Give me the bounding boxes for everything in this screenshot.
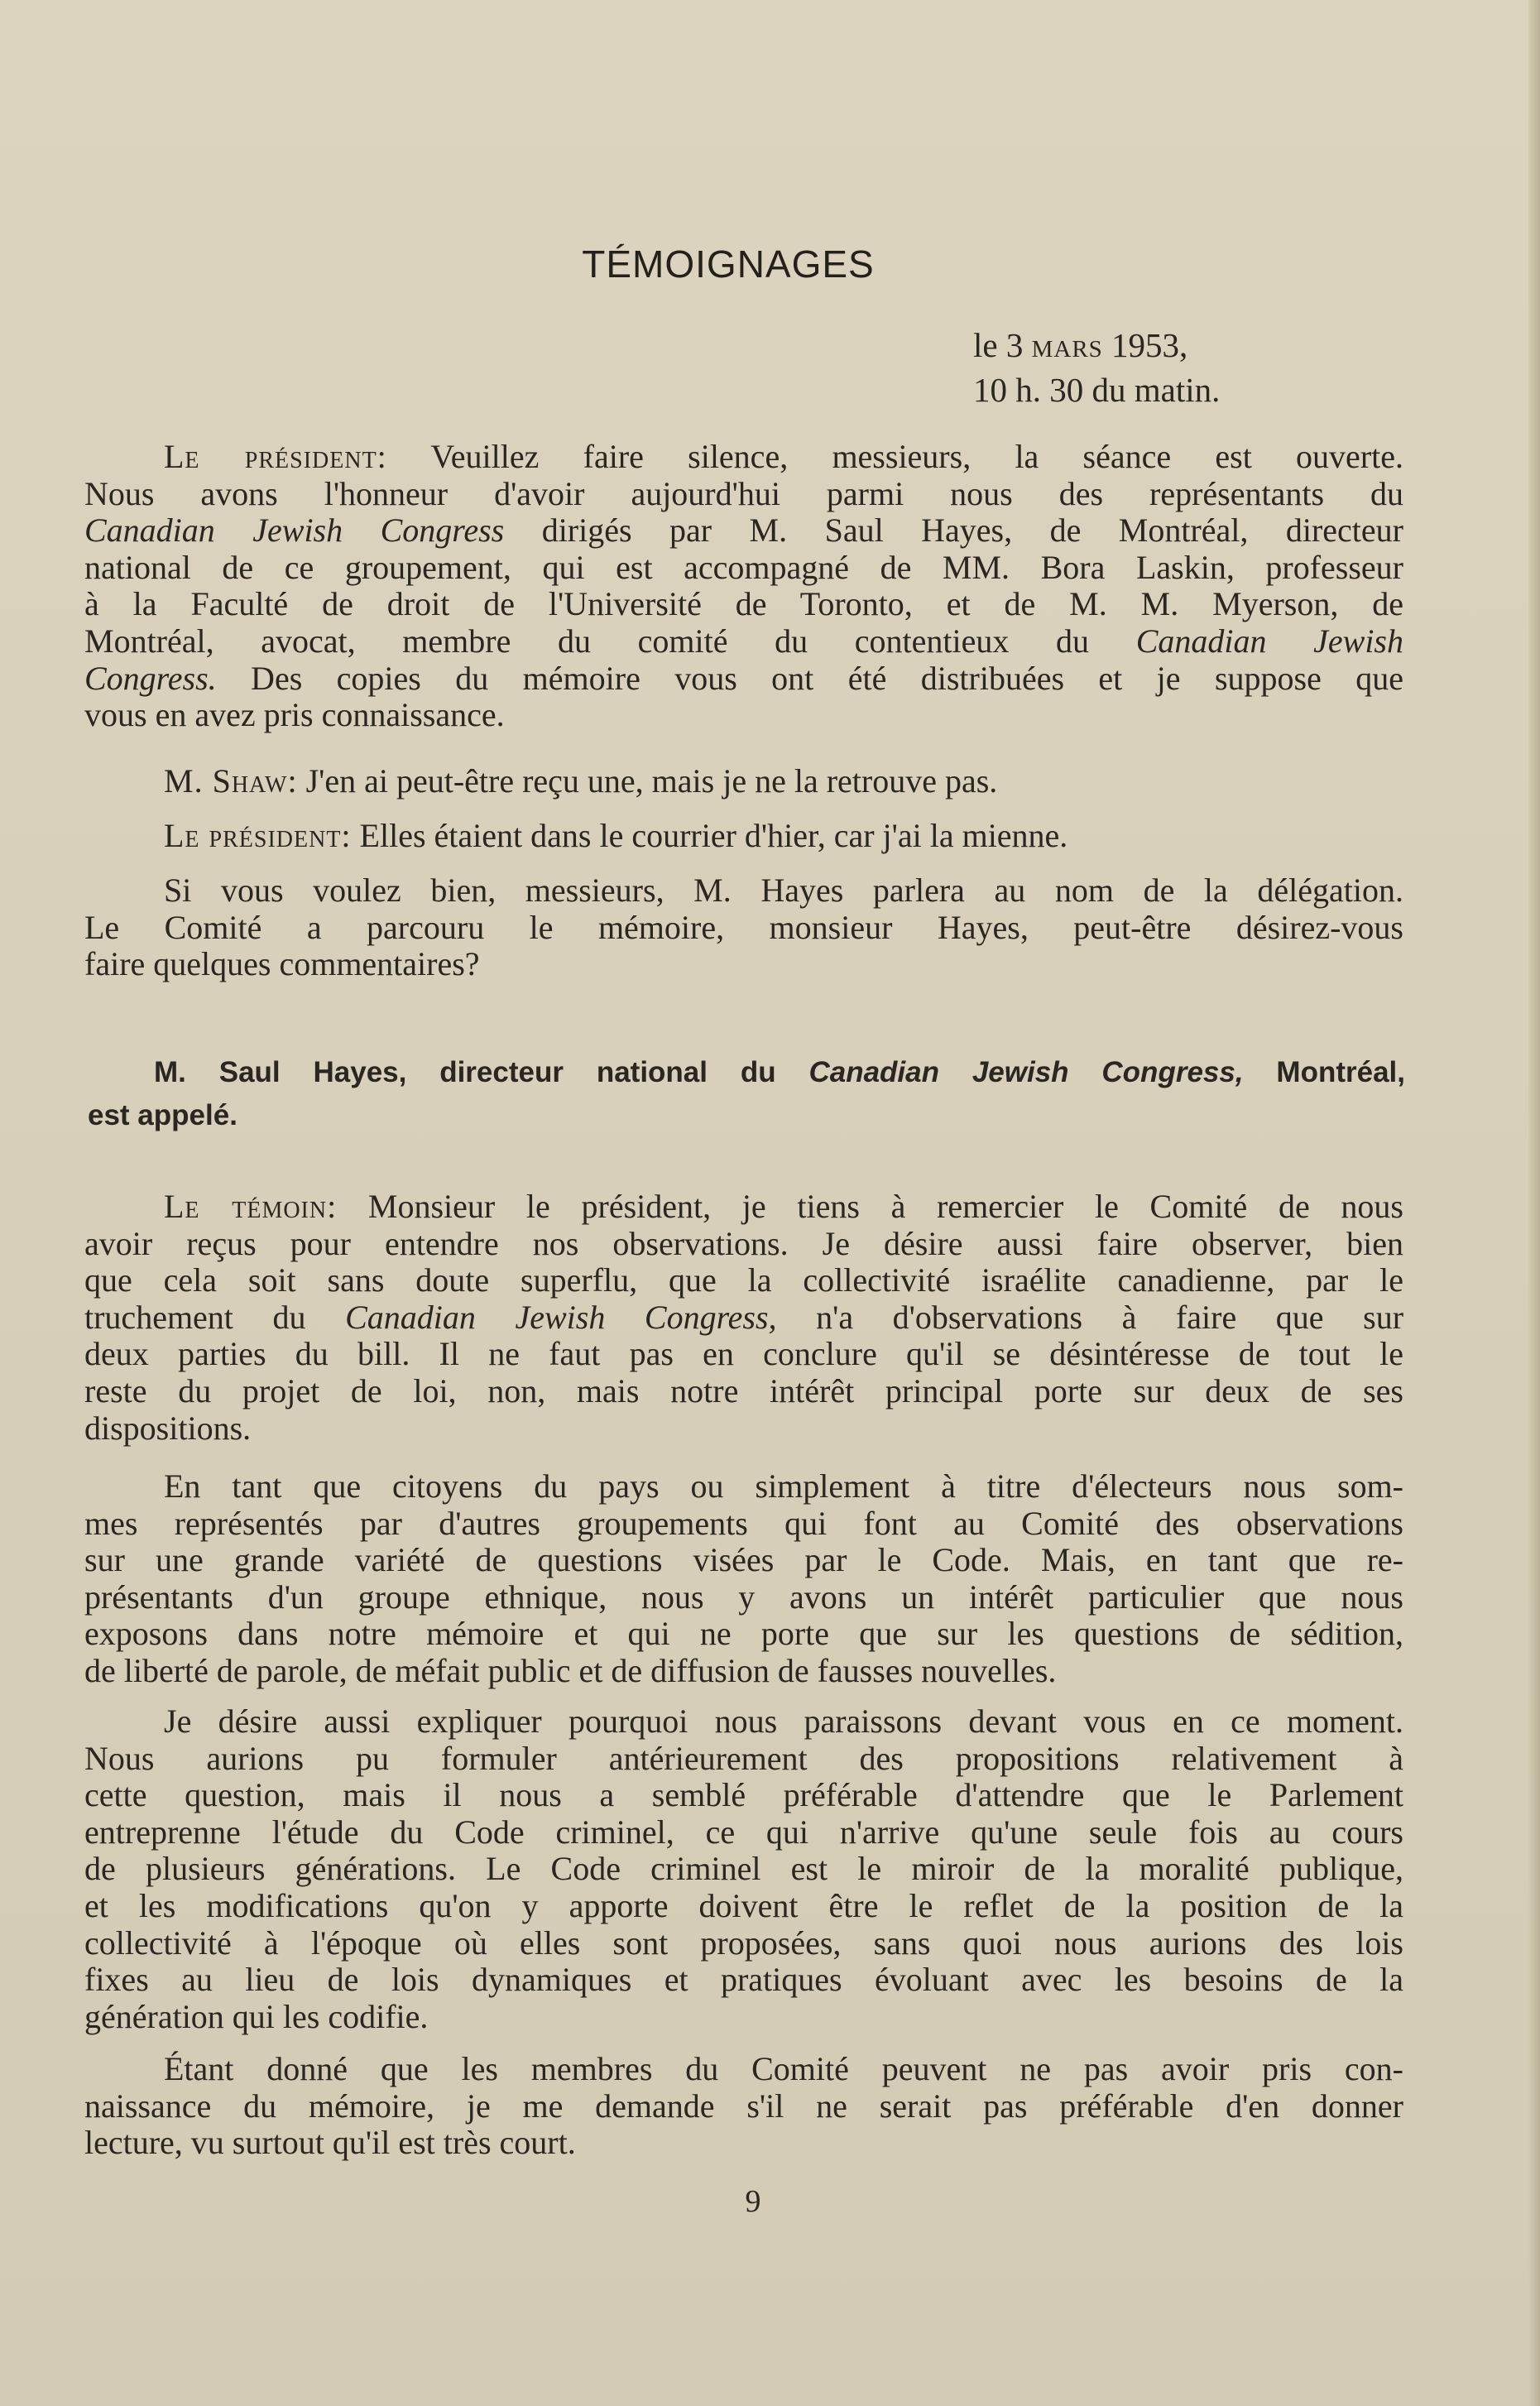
paragraph-line: faire quelques commentaires? bbox=[84, 945, 480, 983]
paragraph-line: cette question, mais il nous a semblé préférable d'attendre que le Parlement bbox=[84, 1776, 1403, 1814]
paragraph-line: Le président: Elles étaient dans le courrier d'hier, car j'ai la mienne. bbox=[164, 817, 1068, 854]
speaker-label: Le président: bbox=[164, 438, 387, 475]
paragraph-line: de liberté de parole, de méfait public et de diffusion de fausses nouvelles. bbox=[84, 1651, 1057, 1689]
paragraph-line: entreprenne l'étude du Code criminel, ce qui n'arrive qu'une seule fois au cours bbox=[84, 1813, 1403, 1851]
paragraph-line: Je désire aussi expliquer pourquoi nous paraissons devant vous en ce moment. bbox=[164, 1702, 1403, 1740]
paragraph-line: reste du projet de loi, non, mais notre intérêt principal porte sur deux de ses bbox=[84, 1371, 1403, 1410]
organization-name: Canadian Jewish Congress, bbox=[808, 1056, 1244, 1088]
paragraph-line: Le Comité a parcouru le mémoire, monsieur Hayes, peut-être désirez-vous bbox=[84, 908, 1403, 946]
witness-heading-line-2: est appelé. bbox=[88, 1099, 237, 1131]
speaker-label: M. Shaw: bbox=[164, 762, 298, 800]
paragraph-line: M. Shaw: J'en ai peut-être reçu une, mais je ne la retrouve pas. bbox=[164, 762, 998, 800]
paragraph-president-opening bbox=[84, 439, 1403, 734]
paragraph-line: Canadian Jewish Congress dirigés par M. Saul Hayes, de Montréal, directeur bbox=[84, 511, 1403, 550]
paragraph-line: avoir reçus pour entendre nos observations. Je désire aussi faire observer, bien bbox=[84, 1224, 1403, 1262]
paragraph-line: deux parties du bill. Il ne faut pas en conclure qu'il se désintéresse de tout le bbox=[84, 1335, 1403, 1373]
paragraph-line: collectivité à l'époque où elles sont proposées, sans quoi nous aurions des lois bbox=[84, 1923, 1403, 1962]
paragraph-line: national de ce groupement, qui est accompagné de MM. Bora Laskin, professeur bbox=[84, 548, 1403, 586]
page-title: TÉMOIGNAGES bbox=[582, 243, 875, 286]
paragraph-line: Montréal, avocat, membre du comité du contentieux du Canadian Jewish bbox=[84, 622, 1403, 660]
paragraph-witness-opening bbox=[84, 1189, 1403, 1447]
paragraph-line: Nous aurions pu formuler antérieurement des propositions relativement à bbox=[84, 1739, 1403, 1777]
paragraph-line: et les modifications qu'on y apporte doivent être le reflet de la position de la bbox=[84, 1886, 1403, 1924]
page-number: 9 bbox=[745, 2184, 761, 2219]
paragraph-line: vous en avez pris connaissance. bbox=[84, 696, 505, 734]
speaker-label: Le témoin: bbox=[164, 1188, 338, 1225]
paragraph-brief-reading bbox=[84, 2051, 1403, 2162]
paragraph-citizens bbox=[84, 1468, 1403, 1690]
witness-heading-line-1: M. Saul Hayes, directeur national du Canadian Jewish Congress, Montréal, bbox=[154, 1056, 1405, 1088]
paragraph-timing bbox=[84, 1703, 1403, 2035]
date-month: mars bbox=[1031, 326, 1103, 364]
date-line-1 bbox=[973, 323, 1220, 367]
page-edge bbox=[1528, 0, 1540, 2406]
paragraph-line: sur une grande variété de questions visées par le Code. Mais, en tant que re- bbox=[84, 1541, 1403, 1579]
paragraph-line: naissance du mémoire, je me demande s'il ne serait pas préférable d'en donner bbox=[84, 2087, 1403, 2125]
paragraph-shaw bbox=[84, 763, 1403, 800]
date-line-2: 10 h. 30 du matin. bbox=[973, 371, 1221, 409]
paragraph-president-reply bbox=[84, 818, 1403, 855]
paragraph-line: Nous avons l'honneur d'avoir aujourd'hui parmi nous des représentants du bbox=[84, 474, 1403, 512]
paragraph-line: lecture, vu surtout qu'il est très court. bbox=[84, 2124, 576, 2162]
paragraph-line: fixes au lieu de lois dynamiques et pratiques évoluant avec les besoins de la bbox=[84, 1961, 1403, 1999]
paragraph-line: mes représentés par d'autres groupements qui font au Comité des observations bbox=[84, 1504, 1403, 1542]
paragraph-line: génération qui les codifie. bbox=[84, 1997, 429, 2035]
paragraph-line: Étant donné que les membres du Comité peuvent ne pas avoir pris con- bbox=[164, 2050, 1403, 2087]
date-day: le 3 bbox=[973, 326, 1032, 364]
date-year: 1953, bbox=[1102, 326, 1188, 364]
date-block bbox=[973, 323, 1220, 412]
paragraph-line: exposons dans notre mémoire et qui ne porte que sur les questions de sédition, bbox=[84, 1615, 1403, 1653]
paragraph-line: que cela soit sans doute superflu, que la collectivité israélite canadienne, par le bbox=[84, 1261, 1403, 1299]
paragraph-line: Congress. Des copies du mémoire vous ont été distribuées et je suppose que bbox=[84, 659, 1403, 697]
paragraph-delegation bbox=[84, 872, 1403, 983]
paragraph-line: dispositions. bbox=[84, 1409, 252, 1447]
paragraph-line: Le témoin: Monsieur le président, je tiens à remercier le Comité de nous bbox=[164, 1188, 1404, 1225]
paragraph-line: Le président: Veuillez faire silence, messieurs, la séance est ouverte. bbox=[164, 438, 1404, 475]
paragraph-line: En tant que citoyens du pays ou simplement à titre d'électeurs nous som- bbox=[164, 1467, 1403, 1505]
speaker-label: Le président: bbox=[164, 817, 352, 854]
paragraph-line: présentants d'un groupe ethnique, nous y avons un intérêt particulier que nous bbox=[84, 1578, 1403, 1616]
paragraph-line: Si vous voulez bien, messieurs, M. Hayes parlera au nom de la délégation. bbox=[164, 872, 1403, 909]
paragraph-line: à la Faculté de droit de l'Université de Toronto, et de M. M. Myerson, de bbox=[84, 585, 1403, 623]
paragraph-line: truchement du Canadian Jewish Congress, n'a d'observations à faire que sur bbox=[84, 1298, 1404, 1336]
witness-heading bbox=[88, 1051, 1405, 1137]
paragraph-line: de plusieurs générations. Le Code criminel est le miroir de la moralité publique, bbox=[84, 1850, 1403, 1888]
